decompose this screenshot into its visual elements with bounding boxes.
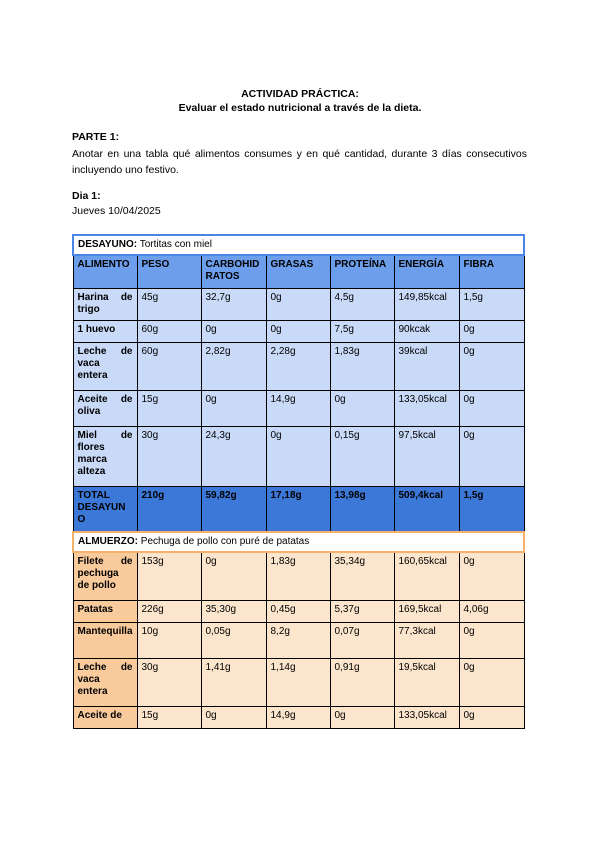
table-cell: 77,3kcal — [394, 622, 459, 658]
table-cell: 0g — [201, 321, 266, 343]
table-cell: 0,07g — [330, 622, 394, 658]
table-cell: 1,83g — [266, 552, 330, 600]
table-cell: 19,5kcal — [394, 658, 459, 706]
table-cell: 0g — [459, 427, 524, 487]
table-cell: 0g — [330, 706, 394, 728]
table-row — [73, 391, 524, 427]
col-header-proteina: PROTEÍNA — [330, 255, 394, 289]
table-cell: 30g — [137, 658, 201, 706]
table-row — [73, 343, 524, 391]
table-cell: 0,05g — [201, 622, 266, 658]
table-cell: 0g — [266, 321, 330, 343]
breakfast-label: DESAYUNO: — [78, 239, 138, 250]
food-cell: Aceite de — [73, 706, 137, 728]
col-header-carbohidratos: CARBOHIDRATOS — [201, 255, 266, 289]
lunch-section-header — [73, 532, 524, 552]
table-cell: 0g — [459, 706, 524, 728]
table-cell: 0g — [266, 427, 330, 487]
food-cell: Leche de vaca entera — [73, 343, 137, 391]
table-cell: 4,06g — [459, 600, 524, 622]
total-cell: 509,4kcal — [394, 487, 459, 533]
table-cell: 15g — [137, 391, 201, 427]
table-cell: 2,28g — [266, 343, 330, 391]
table-cell: 35,34g — [330, 552, 394, 600]
table-cell: 1,5g — [459, 289, 524, 321]
table-cell: 0g — [459, 321, 524, 343]
table-cell: 24,3g — [201, 427, 266, 487]
table-cell: 0g — [201, 391, 266, 427]
col-header-energia: ENERGÍA — [394, 255, 459, 289]
food-cell: Aceite de oliva — [73, 391, 137, 427]
food-cell: Mantequilla — [73, 622, 137, 658]
table-cell: 133,05kcal — [394, 706, 459, 728]
table-cell: 60g — [137, 321, 201, 343]
table-cell: 153g — [137, 552, 201, 600]
food-cell: 1 huevo — [73, 321, 137, 343]
table-cell: 60g — [137, 343, 201, 391]
table-cell: 90kcak — [394, 321, 459, 343]
col-header-grasas: GRASAS — [266, 255, 330, 289]
table-row — [73, 600, 524, 622]
table-row — [73, 706, 524, 728]
breakfast-title: Tortitas con miel — [139, 239, 212, 250]
table-cell: 0g — [201, 706, 266, 728]
table-row — [73, 321, 524, 343]
table-row — [73, 552, 524, 600]
table-cell: 10g — [137, 622, 201, 658]
table-cell: 0g — [201, 552, 266, 600]
food-cell: Leche de vaca entera — [73, 658, 137, 706]
food-cell: Patatas — [73, 600, 137, 622]
table-cell: 0g — [459, 622, 524, 658]
table-cell: 0g — [459, 552, 524, 600]
part-heading: PARTE 1: — [72, 131, 120, 143]
table-cell: 7,5g — [330, 321, 394, 343]
table-cell: 0g — [459, 391, 524, 427]
table-cell: 1,41g — [201, 658, 266, 706]
total-cell: 1,5g — [459, 487, 524, 533]
table-cell: 5,37g — [330, 600, 394, 622]
table-cell: 2,82g — [201, 343, 266, 391]
col-header-alimento: ALIMENTO — [73, 255, 137, 289]
table-cell: 1,14g — [266, 658, 330, 706]
nutrition-table — [72, 234, 525, 729]
column-header-row — [73, 255, 524, 289]
total-cell: 13,98g — [330, 487, 394, 533]
food-cell: Filete de pechuga de pollo — [73, 552, 137, 600]
table-cell: 35,30g — [201, 600, 266, 622]
total-cell: 17,18g — [266, 487, 330, 533]
part-instructions: Anotar en una tabla qué alimentos consumes y en qué cantidad, durante 3 días consecutivos incluyendo uno festivo. — [72, 148, 527, 176]
table-cell: 15g — [137, 706, 201, 728]
table-cell: 32,7g — [201, 289, 266, 321]
table-cell: 169,5kcal — [394, 600, 459, 622]
table-row — [73, 622, 524, 658]
table-cell: 97,5kcal — [394, 427, 459, 487]
lunch-title: Pechuga de pollo con puré de patatas — [140, 536, 310, 547]
table-cell: 133,05kcal — [394, 391, 459, 427]
table-cell: 8,2g — [266, 622, 330, 658]
table-cell: 226g — [137, 600, 201, 622]
table-cell: 0g — [266, 289, 330, 321]
food-cell: Miel de flores marca alteza — [73, 427, 137, 487]
col-header-fibra: FIBRA — [459, 255, 524, 289]
food-cell: Harina de trigo — [73, 289, 137, 321]
table-cell: 149,85kcal — [394, 289, 459, 321]
table-cell: 0,45g — [266, 600, 330, 622]
table-cell: 0,15g — [330, 427, 394, 487]
table-cell: 45g — [137, 289, 201, 321]
table-cell: 30g — [137, 427, 201, 487]
total-label: TOTAL DESAYUNO — [73, 487, 137, 533]
total-cell: 210g — [137, 487, 201, 533]
table-cell: 1,83g — [330, 343, 394, 391]
table-cell: 0g — [459, 343, 524, 391]
table-cell: 14,9g — [266, 706, 330, 728]
table-cell: 160,65kcal — [394, 552, 459, 600]
table-cell: 39kcal — [394, 343, 459, 391]
table-row — [73, 289, 524, 321]
table-cell: 14,9g — [266, 391, 330, 427]
table-cell: 0,91g — [330, 658, 394, 706]
total-row — [73, 487, 524, 533]
total-cell: 59,82g — [201, 487, 266, 533]
lunch-label: ALMUERZO: — [78, 536, 138, 547]
table-cell: 0g — [330, 391, 394, 427]
table-cell: 0g — [459, 658, 524, 706]
breakfast-section-header — [73, 235, 524, 255]
document-title: ACTIVIDAD PRÁCTICA: — [241, 88, 359, 100]
table-cell: 4,5g — [330, 289, 394, 321]
table-row — [73, 658, 524, 706]
document-subtitle: Evaluar el estado nutricional a través de la dieta. — [178, 102, 422, 114]
day-date: Jueves 10/04/2025 — [72, 205, 161, 217]
table-row — [73, 427, 524, 487]
col-header-peso: PESO — [137, 255, 201, 289]
day-heading: Dia 1: — [72, 190, 101, 202]
